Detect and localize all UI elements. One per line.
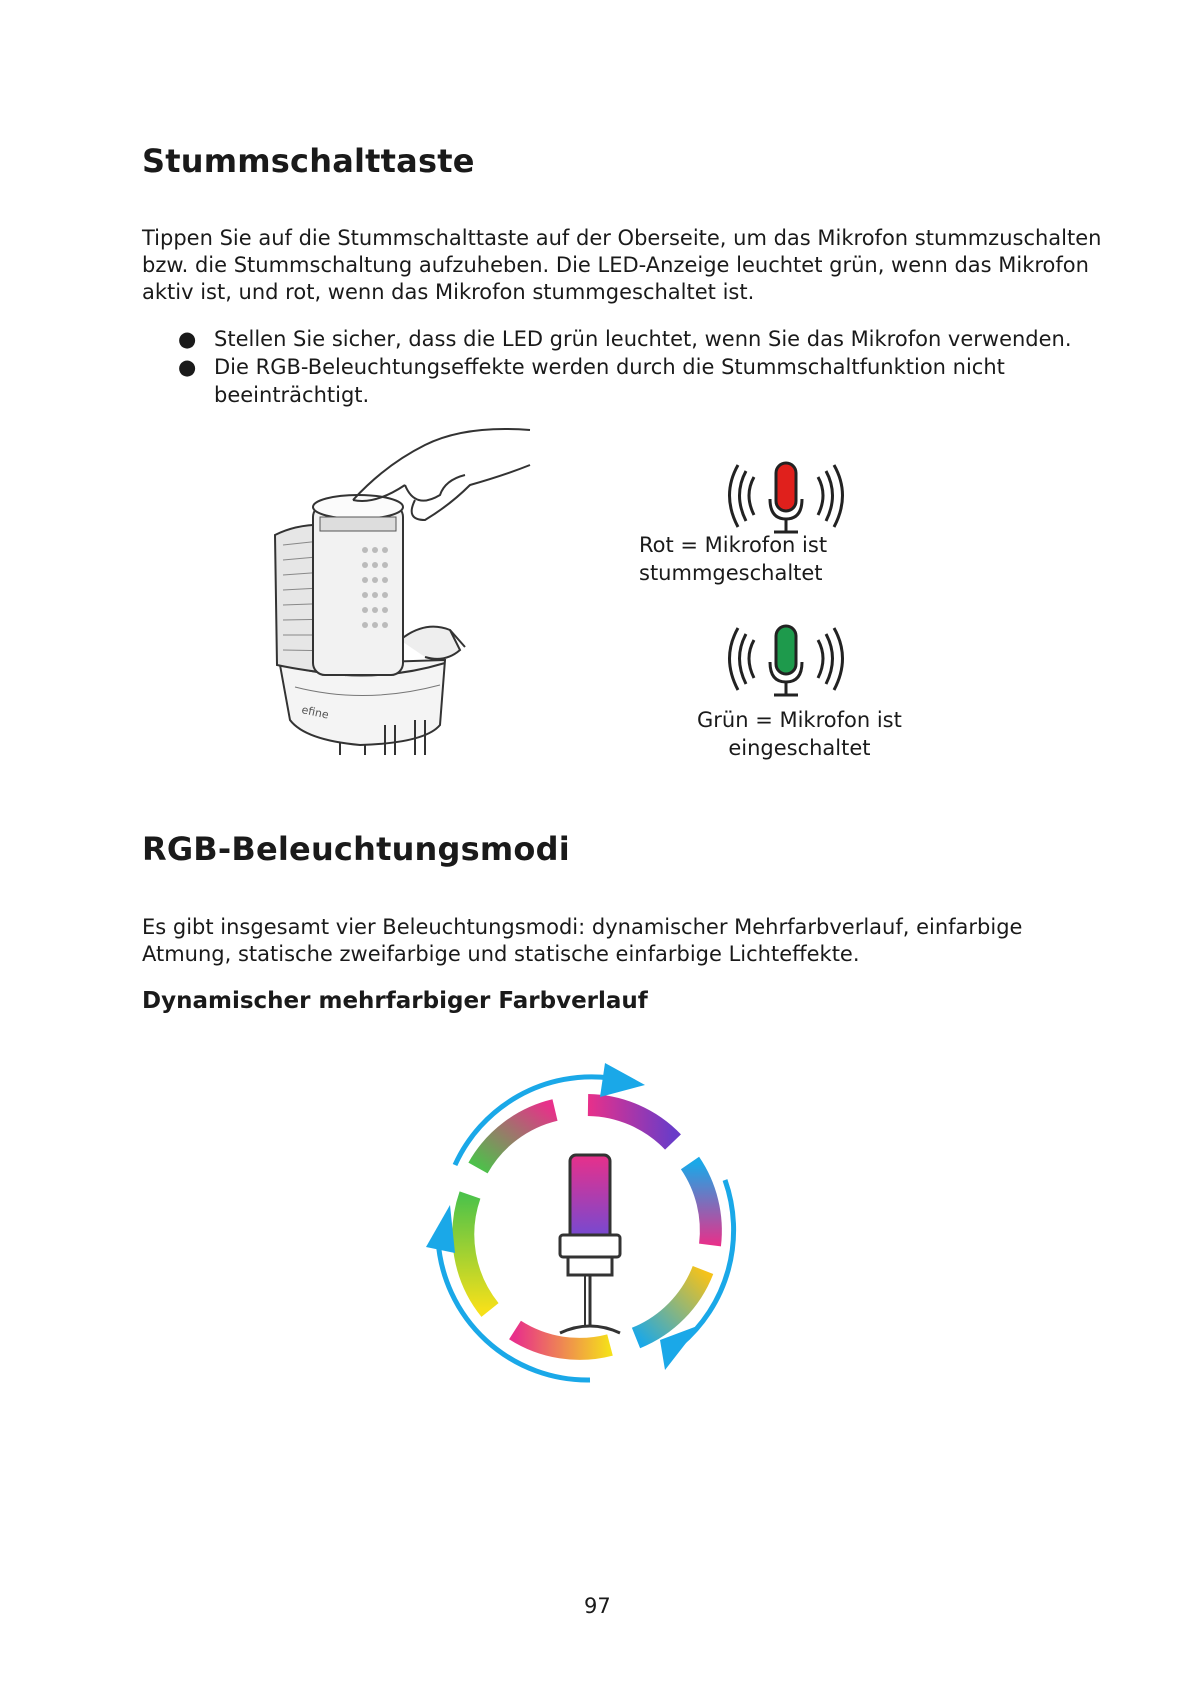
hand-tapping-microphone-illustration: [265, 425, 545, 755]
mute-tips-list: [142, 325, 1072, 409]
paragraph-line: Es gibt insgesamt vier Beleuchtungsmodi: dynamischer Mehrfarbverlauf, einfarbige: [142, 915, 1023, 939]
mute-description-paragraph: [142, 225, 1101, 306]
caption-line: eingeschaltet: [728, 736, 871, 760]
rgb-gradient-cycle-illustration: [420, 1055, 760, 1395]
paragraph-line: Atmung, statische zweifarbige und statische einfarbige Lichteffekte.: [142, 942, 860, 966]
paragraph-line: Tippen Sie auf die Stummschalttaste auf der Oberseite, um das Mikrofon stummzuschalten: [142, 226, 1102, 250]
mic-muted-red-icon: [716, 455, 856, 540]
paragraph-line: aktiv ist, und rot, wenn das Mikrofon stummgeschaltet ist.: [142, 280, 755, 304]
list-item: [142, 353, 1072, 409]
paragraph-line: bzw. die Stummschaltung aufzuheben. Die LED-Anzeige leuchtet grün, wenn das Mikrofon: [142, 253, 1089, 277]
red-led-caption: [639, 531, 827, 587]
page-number: 97: [584, 1594, 611, 1618]
list-item-text: Stellen Sie sicher, dass die LED grün leuchtet, wenn Sie das Mikrofon verwenden.: [214, 327, 1072, 351]
green-led-caption: [697, 706, 902, 762]
device-brand-label: efine: [300, 703, 330, 722]
subheading-dynamic-gradient: Dynamischer mehrfarbiger Farbverlauf: [142, 988, 648, 1014]
caption-line: stummgeschaltet: [639, 561, 823, 585]
caption-line: Rot = Mikrofon ist: [639, 533, 828, 557]
list-item: [142, 325, 1072, 353]
section-heading-mute-button: Stummschalttaste: [142, 142, 475, 180]
rgb-modes-paragraph: [142, 914, 1022, 968]
section-heading-rgb-modes: RGB-Beleuchtungsmodi: [142, 830, 570, 868]
mic-active-green-icon: [716, 618, 856, 703]
bullet-dot: ●: [178, 327, 197, 351]
bullet-dot: ●: [178, 355, 197, 379]
caption-line: Grün = Mikrofon ist: [697, 708, 902, 732]
list-item-text: Die RGB-Beleuchtungseffekte werden durch die Stummschaltfunktion nicht: [214, 355, 1005, 379]
list-item-text: beeinträchtigt.: [214, 383, 370, 407]
